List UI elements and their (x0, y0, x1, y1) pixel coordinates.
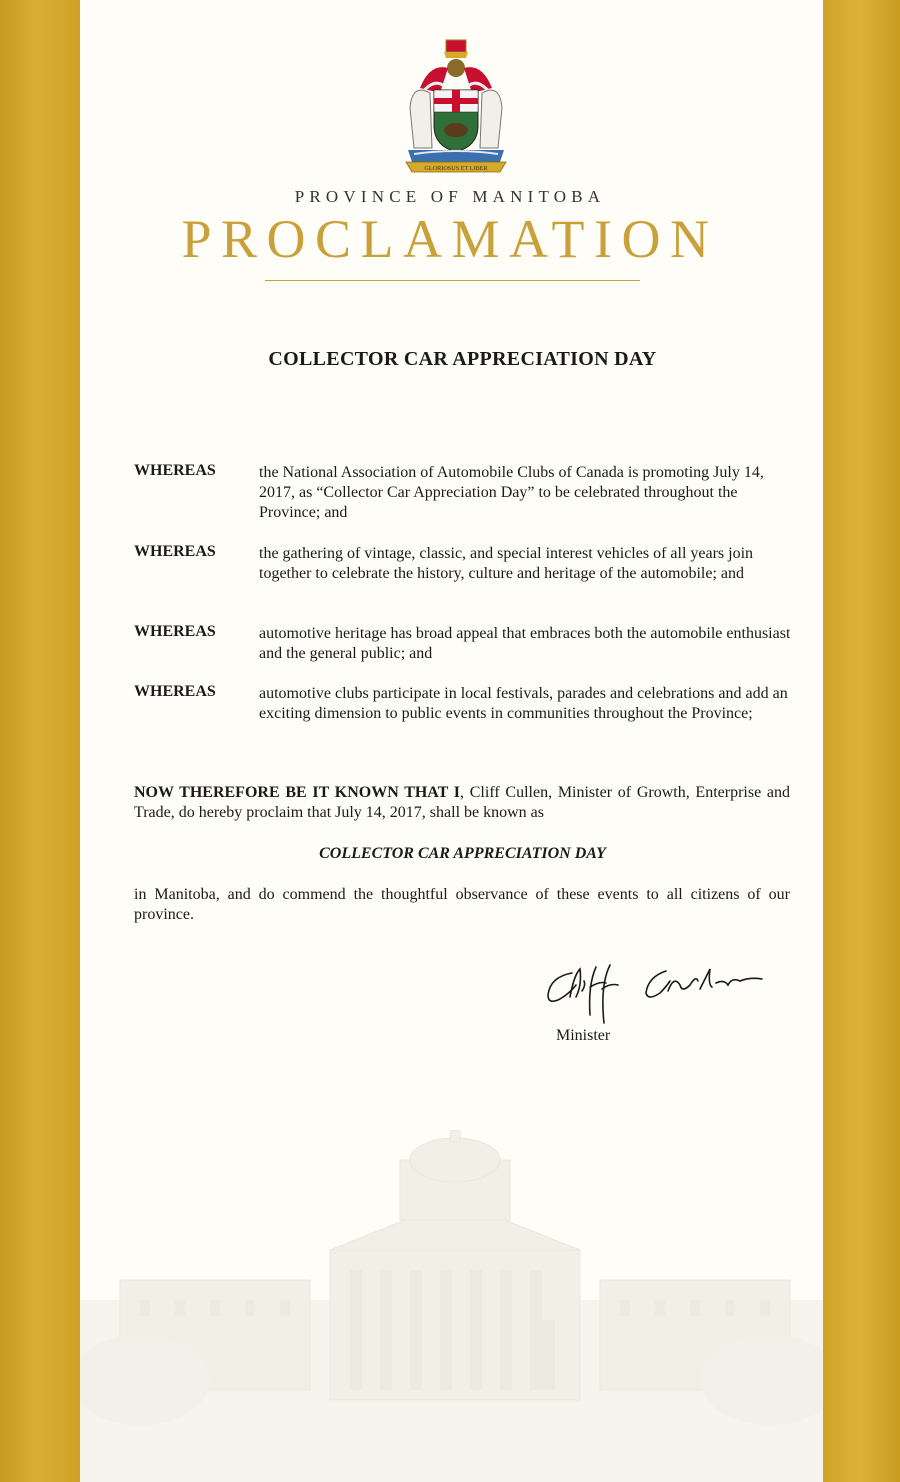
whereas-text-1: the National Association of Automobile Clubs of Canada is promoting July 14, 2017, as “Collector Car Appreciation Day” to be celebrated throughout the Province; and (259, 464, 764, 521)
proclaimed-day: COLLECTOR CAR APPRECIATION DAY (319, 845, 606, 862)
crest-motto: GLORIOSUS ET LIBER (424, 165, 488, 172)
proclamation-title: PROCLAMATION (181, 209, 719, 269)
proclamation-statement (134, 783, 790, 823)
now-rest: , Cliff Cullen, Minister of Growth, Enterprise and Trade, do hereby proclaim that July 14, 2017, shall be known as (134, 784, 791, 821)
manitoba-coat-of-arms-icon (400, 38, 512, 173)
signature-caption: Minister (556, 1027, 611, 1044)
whereas-label-4: WHEREAS (134, 683, 216, 700)
whereas-label-3: WHEREAS (134, 623, 216, 640)
title-divider (265, 280, 640, 281)
closing-paragraph: in Manitoba, and do commend the thoughtful observance of these events to all citizens of our province. (134, 886, 790, 923)
whereas-label-1: WHEREAS (134, 462, 216, 479)
whereas-text-2: the gathering of vintage, classic, and special interest vehicles of all years join together to celebrate the history, culture and heritage of the automobile; and (259, 545, 754, 582)
now-lead: NOW THEREFORE BE IT KNOWN THAT I (134, 784, 461, 801)
minister-signature (540, 955, 770, 1025)
subject-heading: COLLECTOR CAR APPRECIATION DAY (268, 348, 657, 370)
whereas-text-4: automotive clubs participate in local festivals, parades and celebrations and add an exciting dimension to public events in communities throughout the Province; (259, 685, 788, 722)
legislative-building-watermark (80, 1130, 823, 1482)
whereas-text-3: automotive heritage has broad appeal that embraces both the automobile enthusiast and the general public; and (259, 625, 791, 662)
whereas-label-2: WHEREAS (134, 543, 216, 560)
province-line: PROVINCE OF MANITOBA (294, 187, 606, 206)
